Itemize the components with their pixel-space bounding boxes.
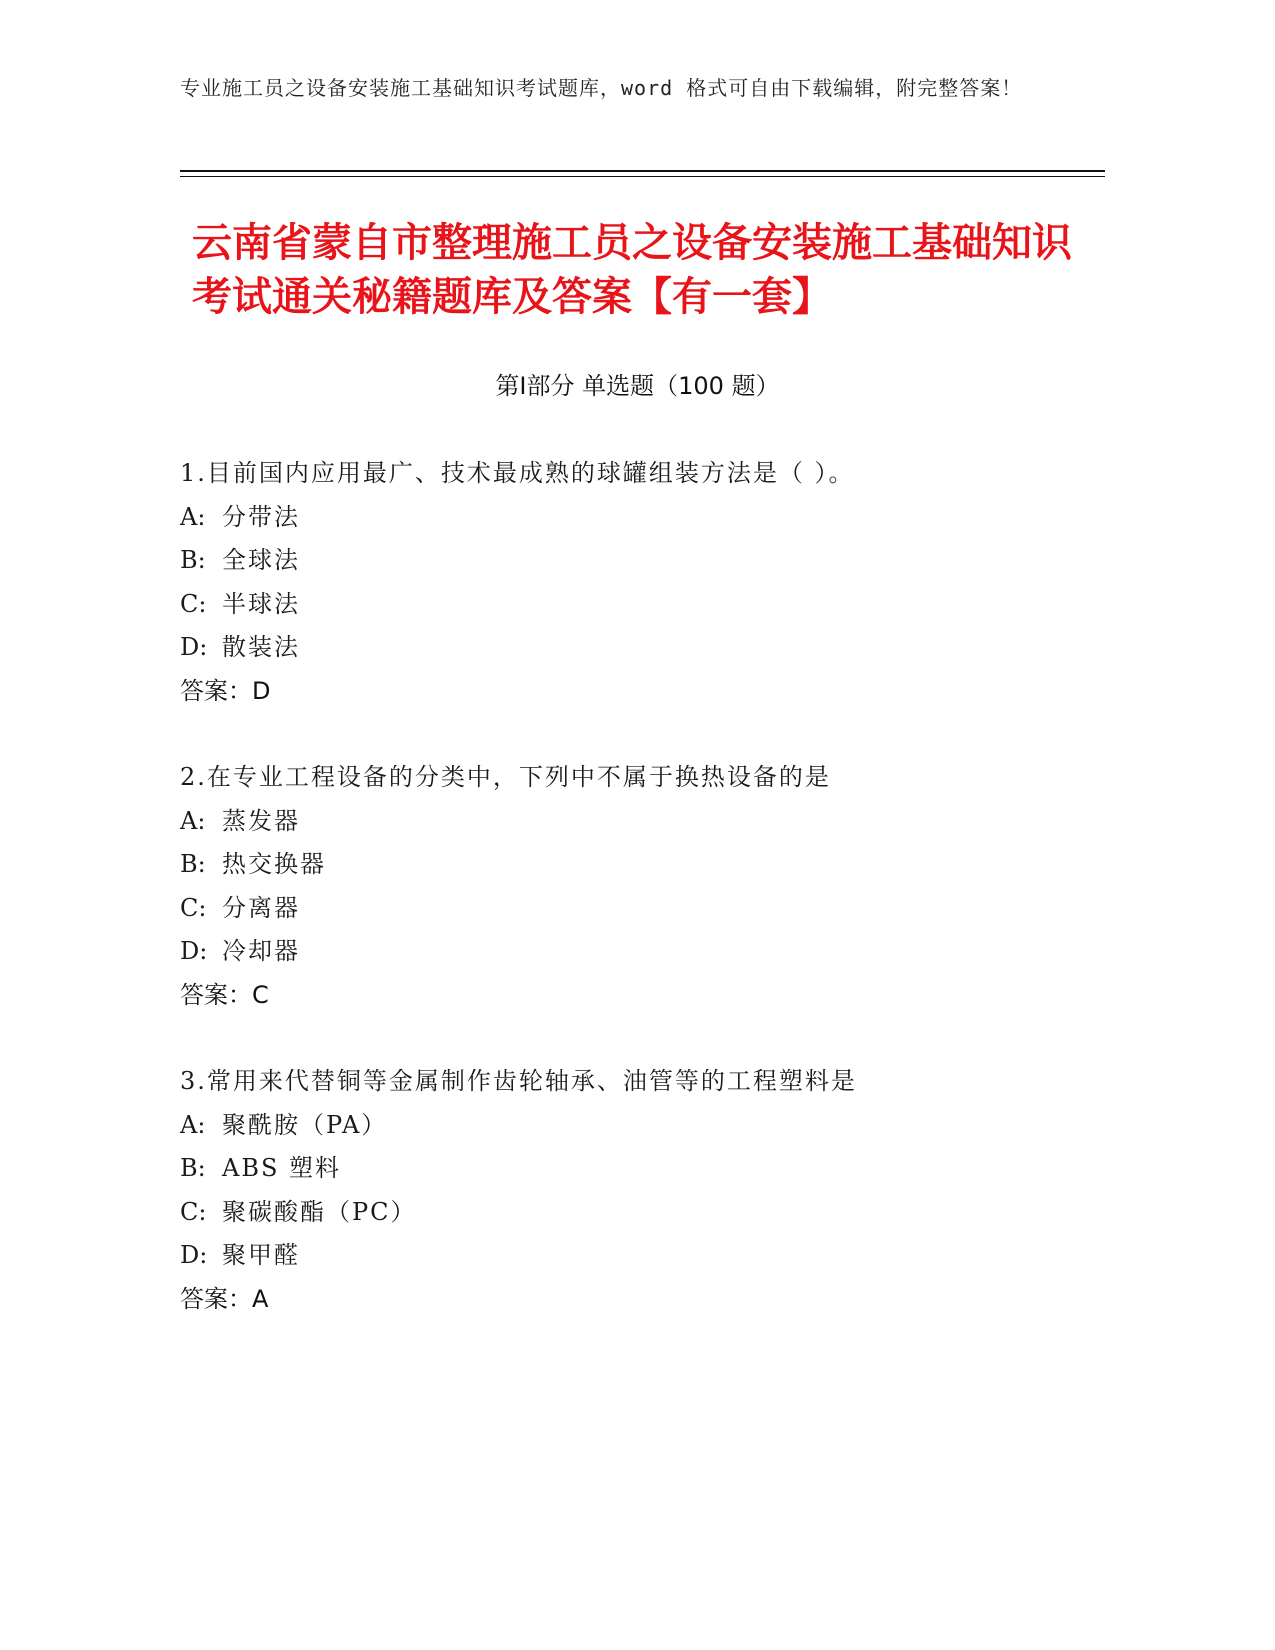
option-text: 全球法 xyxy=(222,546,300,574)
option-letter: A: xyxy=(180,806,206,835)
option-d xyxy=(180,626,1120,670)
option-text: 冷却器 xyxy=(222,937,300,965)
option-letter: A: xyxy=(180,502,206,531)
question-list xyxy=(180,452,1120,1364)
question-stem: 3.常用来代替铜等金属制作齿轮轴承、油管等的工程塑料是 xyxy=(180,1067,857,1095)
question-2 xyxy=(180,756,1120,1017)
option-text: 分带法 xyxy=(222,502,300,531)
option-c xyxy=(180,1191,1120,1235)
option-letter: B: xyxy=(180,850,206,878)
option-text: 散装法 xyxy=(222,633,300,661)
question-stem: 1.目前国内应用最广、技术最成熟的球罐组装方法是（ ）。 xyxy=(180,459,855,487)
header-divider-thick xyxy=(180,170,1105,172)
option-letter: B: xyxy=(180,1154,206,1182)
answer-line: 答案：C xyxy=(180,980,269,1009)
answer-line: 答案：A xyxy=(180,1284,269,1313)
option-b xyxy=(180,539,1120,583)
option-b xyxy=(180,843,1120,887)
option-letter: A: xyxy=(180,1110,206,1139)
option-c xyxy=(180,887,1120,931)
option-letter: D: xyxy=(180,633,208,661)
document-title: 云南省蒙自市整理施工员之设备安装施工基础知识考试通关秘籍题库及答案【有一套】 xyxy=(192,220,1072,320)
option-text: 聚酰胺（PA） xyxy=(222,1110,388,1139)
option-letter: D: xyxy=(180,1241,208,1269)
option-letter: B: xyxy=(180,546,206,574)
option-text: 半球法 xyxy=(222,589,300,618)
option-letter: C: xyxy=(180,1197,207,1226)
question-1 xyxy=(180,452,1120,713)
option-text: ABS 塑料 xyxy=(222,1154,342,1182)
option-letter: C: xyxy=(180,893,207,922)
option-text: 蒸发器 xyxy=(222,806,300,835)
option-a xyxy=(180,800,1120,844)
header-divider-thin xyxy=(180,176,1105,177)
option-letter: C: xyxy=(180,589,207,618)
option-a xyxy=(180,1104,1120,1148)
option-c xyxy=(180,583,1120,627)
section-heading: 第Ⅰ部分 单选题（100 题） xyxy=(495,372,780,400)
option-a xyxy=(180,496,1120,540)
option-text: 热交换器 xyxy=(222,850,326,878)
header-note: 专业施工员之设备安装施工基础知识考试题库，word 格式可自由下载编辑，附完整答案！ xyxy=(180,76,1023,100)
answer-line: 答案：D xyxy=(180,676,271,705)
option-d xyxy=(180,930,1120,974)
option-letter: D: xyxy=(180,937,208,965)
question-3 xyxy=(180,1060,1120,1321)
option-b xyxy=(180,1147,1120,1191)
option-text: 聚碳酸酯（PC） xyxy=(222,1197,417,1226)
option-text: 聚甲醛 xyxy=(222,1241,300,1269)
option-d xyxy=(180,1234,1120,1278)
option-text: 分离器 xyxy=(222,893,300,922)
question-stem: 2.在专业工程设备的分类中，下列中不属于换热设备的是 xyxy=(180,763,831,791)
